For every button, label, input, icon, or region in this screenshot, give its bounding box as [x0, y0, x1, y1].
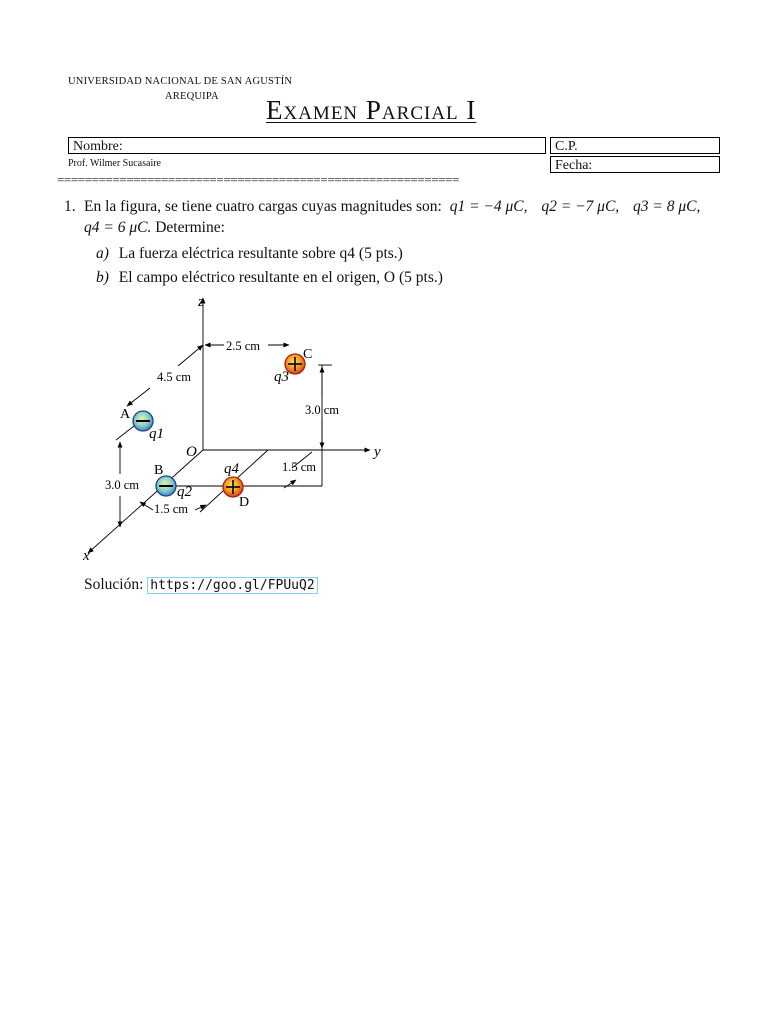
axis-z-label: z: [198, 294, 204, 310]
point-b-label: B: [154, 463, 164, 478]
charge-q4-sphere: [223, 477, 243, 497]
point-a-label: A: [120, 407, 131, 422]
point-d-label: D: [239, 495, 250, 510]
dim-top-label: 2.5 cm: [226, 339, 261, 353]
charge-q3-value: q3 = 8 μC,: [633, 198, 701, 215]
q4-label: q4: [224, 461, 239, 477]
dim-right-label: 1.5 cm: [282, 460, 317, 474]
solution-link[interactable]: https://goo.gl/FPUuQ2: [147, 577, 317, 594]
dim-left-vertical-label: 3.0 cm: [105, 478, 140, 492]
origin-label: O: [186, 444, 197, 460]
dim-bottom-label: 1.5 cm: [154, 502, 189, 516]
charge-q2-value: q2 = −7 μC,: [541, 198, 620, 215]
problem-determine: Determine:: [155, 219, 225, 236]
charge-q4-value: q4 = 6 μC.: [84, 219, 152, 236]
item-b-label: b): [96, 269, 109, 286]
axis-x-label: x: [83, 548, 90, 564]
charge-q2-sphere: [156, 476, 176, 496]
charge-q1-value: q1 = −4 μC,: [449, 198, 528, 215]
university-city: AREQUIPA: [165, 91, 219, 102]
dim-diagonal-label: 4.5 cm: [157, 370, 192, 384]
q3-label: q3: [274, 369, 289, 385]
cp-label: C.P.: [555, 139, 578, 154]
exam-title: Examen Parcial I: [266, 95, 477, 125]
q1-label: q1: [149, 426, 164, 442]
separator-line: ==========================================================: [57, 173, 460, 187]
university-name: UNIVERSIDAD NACIONAL DE SAN AGUSTÍN: [68, 76, 293, 87]
problem-intro: En la figura, se tiene cuatro cargas cuyas magnitudes son:: [84, 198, 442, 215]
item-b-text: El campo eléctrico resultante en el origen, O (5 pts.): [118, 269, 443, 286]
problem-number: 1.: [64, 198, 76, 215]
solution-line: [84, 574, 318, 596]
item-a-text: La fuerza eléctrica resultante sobre q4 (5 pts.): [118, 245, 403, 262]
axis-y-label: y: [374, 444, 381, 460]
solution-label: Solución:: [84, 576, 144, 593]
name-label: Nombre:: [73, 139, 123, 154]
q2-label: q2: [177, 484, 192, 500]
dim-right-vertical-label: 3.0 cm: [305, 403, 340, 417]
item-a-label: a): [96, 245, 109, 262]
professor-name: Prof. Wilmer Sucasaire: [68, 158, 161, 169]
point-c-label: C: [303, 347, 313, 362]
date-label: Fecha:: [555, 158, 593, 173]
